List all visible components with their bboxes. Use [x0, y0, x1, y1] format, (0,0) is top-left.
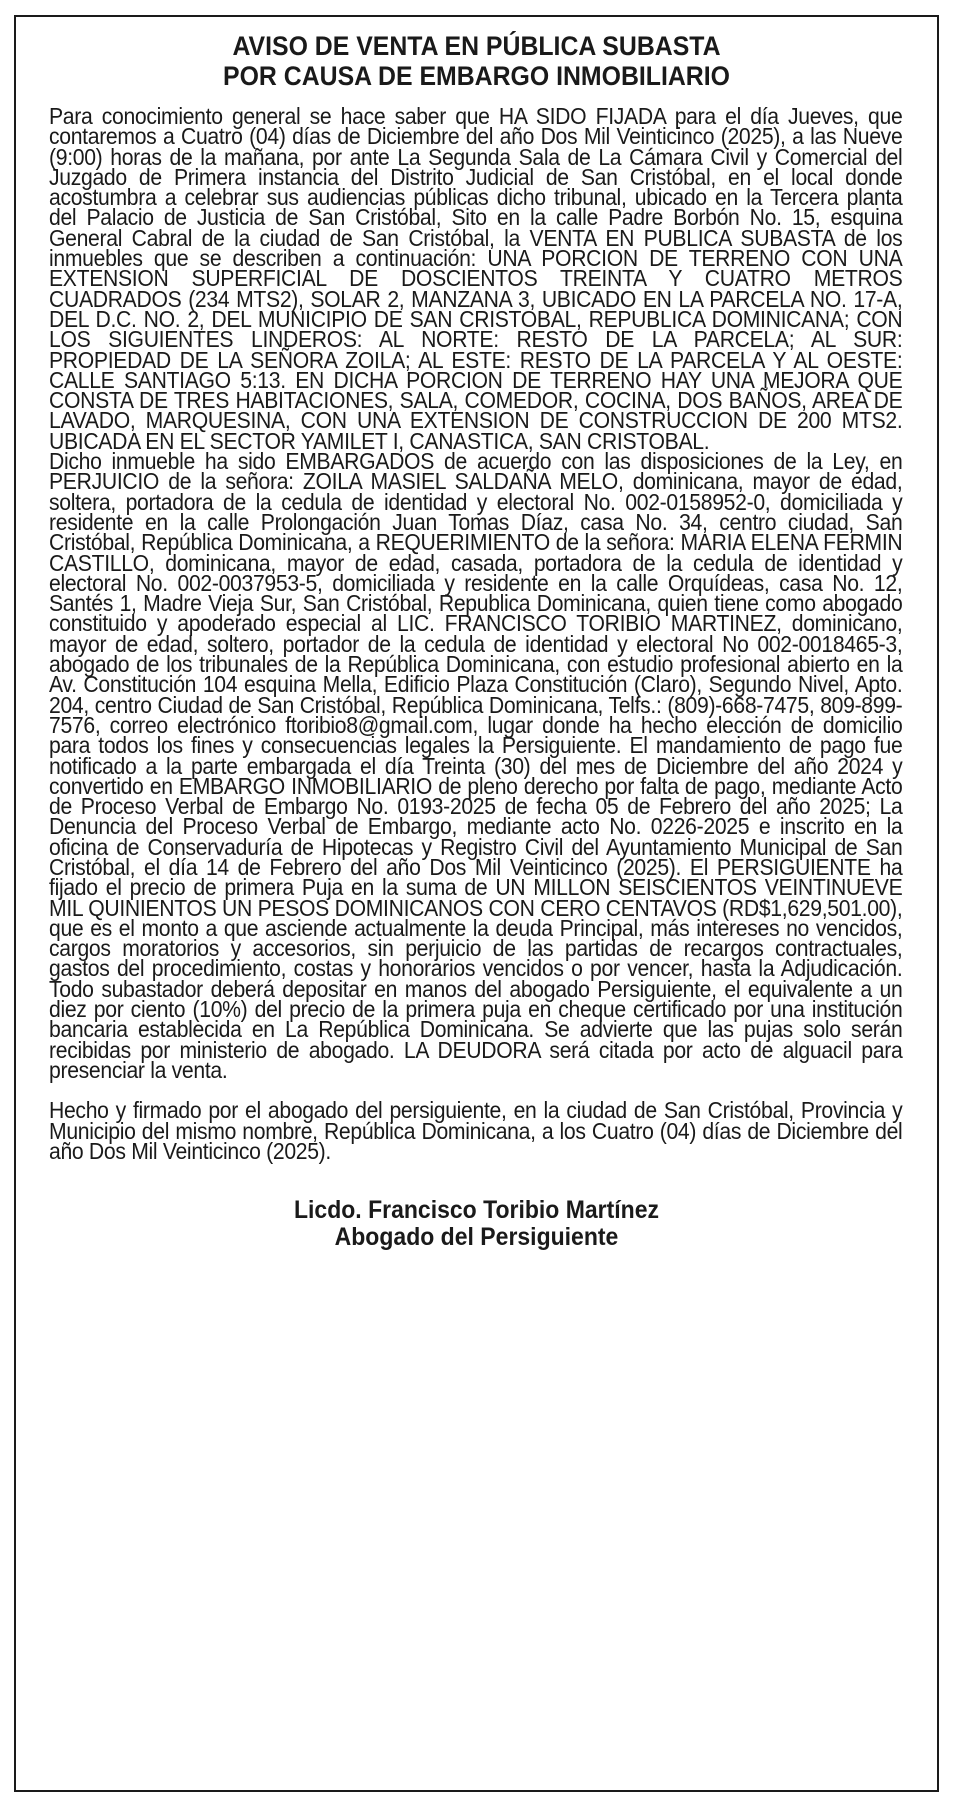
paragraph-auction-details: Para conocimiento general se hace saber que HA SIDO FIJADA para el día Jueves, que contaremos a Cuatro (04) días de Diciembre del año Dos Mil Veinticinco (2025), a las Nueve (9:00) horas de la mañana, por ante La Segunda Sala de La Cámara Civil y Comercial del Juzgado de Primera instancia del Distrito Judicial de San Cristóbal, en el local donde acostumbra a celebrar sus audiencias públicas dicho tribunal, ubicado en la Tercera planta del Palacio de Justicia de San Cristóbal, Sito en la calle Padre Borbón No. 15, esquina General Cabral de la ciudad de San Cristóbal, la VENTA EN PUBLICA SUBASTA de los inmuebles que se describen a continuación: UNA PORCION DE TERRENO CON UNA EXTENSION SUPERFICIAL DE DOSCIENTOS TREINTA Y CUATRO METROS CUADRADOS (234 MTS2), SOLAR 2, MANZANA 3, UBICADO EN LA PARCELA NO. 17-A, DEL D.C. NO. 2, DEL MUNICIPIO DE SAN CRISTOBAL, REPUBLICA DOMINICANA; CON LOS SIGUIENTES LINDEROS: AL NORTE: RESTO DE LA PARCELA; AL SUR: PROPIEDAD DE LA SEÑORA ZOILA; AL ESTE: RESTO DE LA PARCELA Y AL OESTE: CALLE SANTIAGO 5:13. EN DICHA PORCION DE TERRENO HAY UNA MEJORA QUE CONSTA DE TRES HABITACIONES, SALA, COMEDOR, COCINA, DOS BAÑOS, AREA DE LAVADO, MARQUESINA, CON UNA EXTENSION DE CONSTRUCCION DE 200 MTS2. UBICADA EN EL SECTOR YAMILET I, CANASTICA, SAN CRISTOBAL. [49, 103, 903, 454]
notice-body [49, 103, 903, 1164]
paragraph-embargo-details: Dicho inmueble ha sido EMBARGADOS de acuerdo con las disposiciones de la Ley, en PERJUICIO de la señora: ZOILA MASIEL SALDAÑA MELO, dominicana, mayor de edad, soltera, portadora de la cedula de identidad y electoral No. 002-0158952-0, domiciliada y residente en la calle Prolongación Juan Tomas Díaz, casa No. 34, centro ciudad, San Cristóbal, República Dominicana, a REQUERIMIENTO de la señora: MARIA ELENA FERMIN CASTILLO, dominicana, mayor de edad, casada, portadora de la cedula de identidad y electoral No. 002-0037953-5, domiciliada y residente en la calle Orquídeas, casa No. 12, Santés 1, Madre Vieja Sur, San Cristóbal, Republica Dominicana, quien tiene como abogado constituido y apoderado especial al LIC. FRANCISCO TORIBIO MARTINEZ, dominicano, mayor de edad, soltero, portador de la cedula de identidad y electoral No 002-0018465-3, abogado de los tribunales de la República Dominicana, con estudio profesional abierto en la Av. Constitución 104 esquina Mella, Edificio Plaza Constitución (Claro), Segundo Nivel, Apto. 204, centro Ciudad de San Cristóbal, República Dominicana, Telfs.: (809)-668-7475, 809-899-7576, correo electrónico ftoribio8@gmail.com, lugar donde ha hecho elección de domicilio para todos los fines y consecuencias legales la Persiguiente. El mandamiento de pago fue notificado a la parte embargada el día Treinta (30) del mes de Diciembre del año 2024 y convertido en EMBARGO INMOBILIARIO de pleno derecho por falta de pago, mediante Acto de Proceso Verbal de Embargo No. 0193-2025 de fecha 05 de Febrero del año 2025; La Denuncia del Proceso Verbal de Embargo, mediante acto No. 0226-2025 e inscrito en la oficina de Conservaduría de Hipotecas y Registro Civil del Ayuntamiento Municipal de San Cristóbal, el día 14 de Febrero del año Dos Mil Veinticinco (2025). El PERSIGUIENTE ha fijado el precio de primera Puja en la suma de UN MILLON SEISCIENTOS VEINTINUEVE MIL QUINIENTOS UN PESOS DOMINICANOS CON CERO CENTAVOS (RD$1,629,501.00), que es el monto a que asciende actualmente la deuda Principal, más intereses no vencidos, cargos moratorios y accesorios, sin perjuicio de las partidas de recargos contractuales, gastos del procedimiento, costas y honorarios vencidos o por vencer, hasta la Adjudicación. Todo subastador deberá depositar en manos del abogado Persiguiente, el equivalente a un diez por ciento (10%) del precio de la primera puja en cheque certificado por una institución bancaria establecida en La República Dominicana. Se advierte que las pujas solo serán recibidas por ministerio de abogado. LA DEUDORA será citada por acto de alguacil para presenciar la venta. [49, 448, 903, 1083]
title-line-2: POR CAUSA DE EMBARGO INMOBILIARIO [223, 61, 730, 91]
notice-title [83, 31, 870, 91]
signer-name: Licdo. Francisco Toribio Martínez [293, 1196, 660, 1225]
paragraph-signature-statement: Hecho y firmado por el abogado del persiguiente, en la ciudad de San Cristóbal, Provincia y Municipio del mismo nombre, República Dominicana, a los Cuatro (04) días de Diciembre del año Dos Mil Veinticinco (2025). [49, 1097, 903, 1164]
signer-role: Abogado del Persiguiente [334, 1223, 619, 1252]
signature-block [83, 1197, 870, 1251]
title-line-1: AVISO DE VENTA EN PÚBLICA SUBASTA [232, 31, 721, 61]
notice-frame [14, 15, 939, 1792]
